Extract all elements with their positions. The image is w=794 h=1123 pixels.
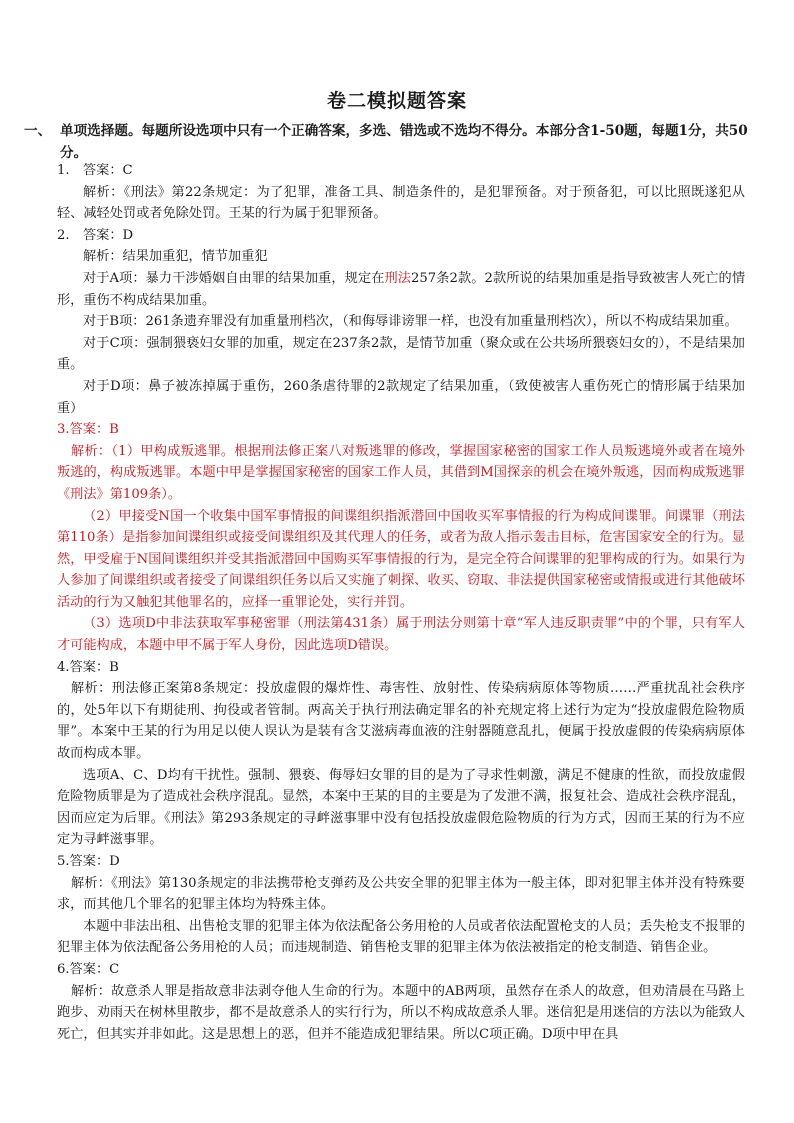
question-2 bbox=[57, 225, 745, 419]
analysis-paragraph: 对于A项：暴力干涉婚姻自由罪的结果加重，规定在刑法257条2款。2款所说的结果加重是指导致被害人死亡的情形，重伤不构成结果加重。 bbox=[57, 270, 746, 308]
question-answer: 答案：D bbox=[69, 854, 120, 869]
analysis-paragraph: （2）甲接受N国一个收集中国军事情报的间谍组织指派潜回中国收买军事情报的行为构成间谍罪。间谍罪（刑法第110条）是指参加间谍组织或接受间谍组织及其代理人的任务，或者为敌人指示轰击目标，危害国家安全的行为。显然，甲受雇于N国间谍组织并受其指派潜回中国购买军事情报的行为，是完全符合间谍罪的犯罪构成的行为。如果行为人参加了间谍组织或者接受了间谍组织任务以后又实施了刺探、收买、窃取、非法提供国家秘密或情报或进行其他破坏活动的行为又触犯其他罪名的，应择一重罪论处，实行并罚。 bbox=[57, 508, 745, 610]
question-answer: 答案：D bbox=[83, 227, 134, 243]
analysis-paragraph: 对于B项：261条遗弃罪没有加重量刑档次，（和侮辱诽谤罪一样，也没有加重量刑档次），所以不构成结果加重。 bbox=[83, 314, 738, 330]
question-number: 6. bbox=[57, 961, 70, 977]
question-number: 3. bbox=[57, 422, 70, 438]
question-number: 5. bbox=[57, 854, 70, 869]
analysis-paragraph: 解析：《刑法》第22条规定：为了犯罪，准备工具、制造条件的，是犯罪预备。对于预备犯，可以比照既遂犯从轻、减轻处罚或者免除处罚。王某的行为属于犯罪预备。 bbox=[57, 184, 745, 222]
analysis-paragraph: 解析：《刑法》第130条规定的非法携带枪支弹药及公共安全罪的犯罪主体为一般主体，即对犯罪主体并没有特殊要求，而其他几个罪名的犯罪主体均为特殊主体。 bbox=[57, 875, 745, 913]
analysis-paragraph: 解析：结果加重犯，情节加重犯 bbox=[83, 249, 268, 265]
analysis-paragraph: 解析：刑法修正案第8条规定：投放虚假的爆炸性、毒害性、放射性、传染病病原体等物质……严重扰乱社会秩序的，处5年以下有期徒刑、拘役或者管制。两高关于执行刑法确定罪名的补充规定将上述行为定为“投放虚假危险物质罪”。本案中王某的行为用足以使人误认为是装有含艾滋病毒血液的注射器随意乱扎，便属于投放虚假的传染病病原体故而构成本罪。 bbox=[57, 681, 745, 762]
analysis-paragraph: 解析：故意杀人罪是指故意非法剥夺他人生命的行为。本题中的AB两项，虽然存在杀人的故意，但劝清晨在马路上跑步、劝雨天在树林里散步，都不是故意杀人的实行行为，所以不构成故意杀人罪。迷信犯是用迷信的方法以为能致人死亡，但其实并非如此。这是思想上的恶，但并不能造成犯罪结果。所以C项正确。D项中甲在具 bbox=[57, 983, 745, 1042]
question-1 bbox=[57, 160, 745, 225]
question-answer: 答案：B bbox=[69, 422, 119, 438]
question-answer: 答案：C bbox=[83, 163, 133, 178]
analysis-paragraph: 本题中非法出租、出售枪支罪的犯罪主体为依法配备公务用枪的人员或者依法配置枪支的人员；丢失枪支不报罪的犯罪主体为依法配备公务用枪的人员；而违规制造、销售枪支罪的犯罪主体为依法被指定的枪支制造、销售企业。 bbox=[57, 918, 745, 956]
section-instructions: 单项选择题。每题所设选项中只有一个正确答案，多选、错选或不选均不得分。本部分含1-50题，每题1分，共50分。 bbox=[60, 123, 748, 161]
question-answer: 答案：C bbox=[69, 961, 120, 977]
analysis-paragraph: （3）选项D中非法获取军事秘密罪（刑法第431条）属于刑法分则第十章“军人违反职责罪”中的个罪，只有军人才可能构成，本题中甲不属于军人身份，因此选项D错误。 bbox=[57, 616, 745, 654]
question-3 bbox=[57, 419, 745, 657]
page-title: 卷二模拟题答案 bbox=[326, 90, 467, 112]
highlight-text: 刑法 bbox=[384, 270, 412, 286]
question-number: 4. bbox=[57, 659, 70, 675]
analysis-paragraph: 对于D项：鼻子被冻掉属于重伤，260条虐待罪的2款规定了结果加重，（致使被害人重伤死亡的情形属于结果加重） bbox=[57, 378, 745, 416]
analysis-paragraph: 对于C项：强制猥亵妇女罪的加重，规定在237条2款，是情节加重（聚众或在公共场所猥亵妇女的），不是结果加重。 bbox=[57, 335, 745, 373]
analysis-paragraph: 选项A、C、D均有干扰性。强制、猥亵、侮辱妇女罪的目的是为了寻求性刺激，满足不健康的性欲，而投放虚假危险物质罪是为了造成社会秩序混乱。显然，本案中王某的目的主要是为了发泄不满，报复社会、造成社会秩序混乱，因而应定为后罪。《刑法》第293条规定的寻衅滋事罪中没有包括投放虚假危险物质的行为方式，因而王某的行为不应定为寻衅滋事罪。 bbox=[57, 767, 745, 848]
section-number: 一、 bbox=[24, 123, 52, 139]
question-answer: 答案：B bbox=[69, 659, 119, 675]
analysis-paragraph: 解析：（1）甲构成叛逃罪。根据刑法修正案八对叛逃罪的修改，掌握国家秘密的国家工作人员叛逃境外或者在境外叛逃的，构成叛逃罪。本题中甲是掌握国家秘密的国家工作人员，其借到M国探亲的机会在境外叛逃，因而构成叛逃罪《刑法》第109条）。 bbox=[57, 443, 745, 502]
question-number: 1. bbox=[57, 163, 70, 178]
answer-body bbox=[57, 160, 745, 1045]
question-number: 2. bbox=[57, 227, 70, 243]
section-heading bbox=[24, 120, 764, 164]
question-5 bbox=[57, 851, 745, 959]
question-6 bbox=[57, 959, 745, 1045]
question-4 bbox=[57, 657, 745, 851]
